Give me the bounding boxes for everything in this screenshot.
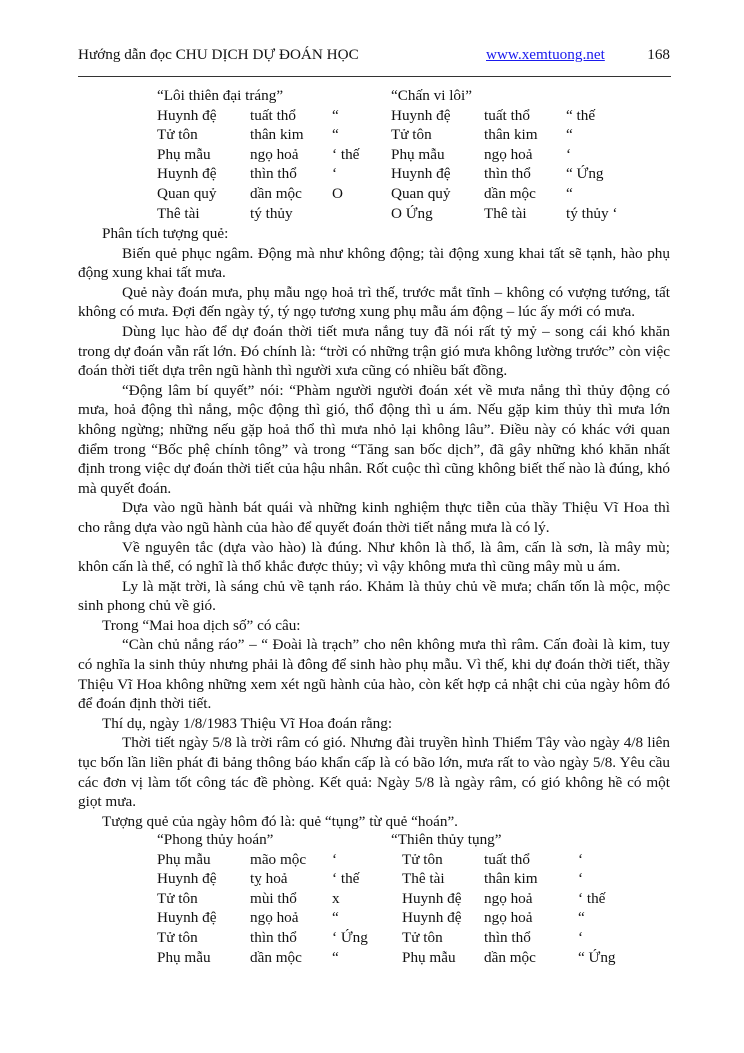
table-cell: ‘	[332, 165, 338, 183]
table-title-right: “Chấn vi lôi”	[391, 87, 472, 104]
table-cell: “ thế	[566, 106, 596, 124]
paragraph: “Càn chủ nắng ráo” – “ Đoài là trạch” cho nên không mưa thì râm. Cấn đoài là kim, tuy có nghĩa la sinh thủy nhưng phải là đông để sinh hào phụ mẫu. Vì thế, khi dự đoán thời tiết, thầy Thiệu Vĩ Hoa không những xem xét ngũ hành của hào, còn kết hợp cả nhật chi của ngày hôm đó để đoán định thời tiết.	[78, 636, 670, 713]
table-cell: ‘	[566, 145, 572, 163]
table-cell: tuất thổ	[250, 106, 296, 124]
paragraph: “Động lâm bí quyết” nói: “Phàm người người đoán xét về mưa nắng thì thủy động có mưa, hoả động thì nắng, mộc động thì gió, thổ động thì u ám. Nếu gặp kim thủy thì mưa lớn không ngừng; những nếu gặp hoả thổ thì mưa nhỏ lại không lâu”. Điều này có khác với quan điểm trong “Bốc phệ chính tông” và trong “Tăng san bốc dịch”, đã gây những khó khăn nhất định trong việc dự đoán thời tiết của hậu nhân. Rốt cuộc thì cũng không biết thế nào là đúng, khó mà quyết đoán.	[78, 381, 670, 497]
table-cell: O Ứng	[391, 204, 433, 222]
header-divider	[78, 76, 671, 77]
table-cell: Quan quỷ	[157, 185, 217, 202]
table-cell: thìn thổ	[250, 165, 297, 183]
paragraph: Về nguyên tắc (dựa vào hào) là đúng. Như khôn là thổ, là âm, cấn là sơn, là mây mù; khôn cấn là thể, có nghĩ là thổ khắc được thủy; vì vậy không mưa thì cũng mây mù u ám.	[78, 538, 670, 576]
table-cell: thìn thổ	[484, 165, 531, 183]
table-cell: tý thủy ‘	[566, 204, 618, 222]
table-cell: “	[566, 126, 573, 144]
table-cell: Quan quỷ	[391, 185, 451, 202]
table-cell: ‘ thế	[578, 889, 606, 907]
paragraph: Quẻ này đoán mưa, phụ mẫu ngọ hoả trì thế, trước mắt tĩnh – không có vượng tướng, tất không có mưa. Đợi đến ngày tý, tý ngọ tương xung phụ mẫu ám động – lúc ấy mới có mưa.	[78, 283, 670, 321]
table-cell: mùi thổ	[250, 889, 297, 907]
table-cell: Thê tài	[157, 204, 200, 222]
table-cell: dần mộc	[484, 185, 536, 202]
table-cell: thìn thổ	[250, 929, 297, 946]
table-cell: dần mộc	[250, 948, 302, 966]
table-cell: Phụ mẫu	[157, 145, 211, 163]
table-cell: “ Ứng	[566, 165, 604, 183]
table-cell: thân kim	[250, 126, 304, 144]
table-cell: Phụ mẫu	[157, 850, 211, 868]
table-cell: “	[566, 185, 573, 202]
table-cell: Huynh đệ	[402, 909, 462, 927]
table-cell: O	[332, 185, 343, 202]
table-cell: “	[332, 948, 339, 966]
table-cell: Huynh đệ	[157, 106, 217, 124]
paragraph: Dùng lục hào để dự đoán thời tiết mưa nắng tuy đã nói rất tỷ mỷ – song cái khó khăn trong dự đoán vẫn rất lớn. Đó chính là: “trời có những trận gió mưa không lường trước” còn việc đoán thời tiết dựa trên ngũ hành thì người xưa cũng có nhiều bất đồng.	[78, 322, 670, 380]
table-cell: thìn thổ	[484, 929, 531, 946]
paragraph: Thời tiết ngày 5/8 là trời râm có gió. Nhưng đài truyền hình Thiểm Tây vào ngày 4/8 liên tục bốn lần liền phát đi bảng thông báo khẩn cấp là có bão lớn, mưa rất to vào ngày 5/8. Yêu cầu các đơn vị làm tốt công tác đề phòng. Kết quả: Ngày 5/8 là ngày râm, có gió không hề có một giọt mưa.	[78, 734, 670, 811]
table-cell: tỵ hoả	[250, 870, 288, 888]
table-cell: tuất thổ	[484, 106, 530, 124]
table-cell: Phụ mẫu	[157, 948, 211, 966]
table-cell: ngọ hoả	[250, 909, 299, 927]
table-cell: Huynh đệ	[391, 106, 451, 124]
table-cell: Tử tôn	[391, 126, 432, 144]
table-cell: “	[578, 909, 585, 927]
table-cell: Huynh đệ	[391, 165, 451, 183]
table-cell: ngọ hoả	[484, 889, 533, 907]
table-title-left: “Phong thủy hoán”	[157, 831, 274, 848]
paragraph: Biến quẻ phục ngâm. Động mà như không động; tài động xung khai tất sẽ tạnh, hào phụ động xung khai tất mưa.	[78, 244, 670, 282]
paragraph: Trong “Mai hoa dịch số” có câu:	[102, 616, 301, 634]
table-cell: “	[332, 106, 339, 124]
table-cell: tý thủy	[250, 204, 293, 222]
table-cell: Thê tài	[402, 870, 445, 888]
table-cell: Tử tôn	[402, 850, 443, 868]
table-cell: thân kim	[484, 870, 538, 888]
table-cell: ‘ thế	[332, 145, 360, 163]
table-cell: ngọ hoả	[484, 145, 533, 163]
table-cell: Huynh đệ	[157, 909, 217, 927]
table-cell: ngọ hoả	[484, 909, 533, 927]
paragraph: Tượng quẻ của ngày hôm đó là: quẻ “tụng” từ quẻ “hoán”.	[102, 812, 458, 830]
table-cell: ngọ hoả	[250, 145, 299, 163]
table-cell: ‘	[332, 850, 338, 868]
table-cell: Huynh đệ	[157, 870, 217, 888]
table-cell: Tử tôn	[157, 889, 198, 907]
table-cell: ‘ thế	[332, 870, 360, 888]
table-cell: dần mộc	[250, 185, 302, 202]
paragraph: Dựa vào ngũ hành bát quái và những kinh nghiệm thực tiễn của thầy Thiệu Vĩ Hoa thì cho rằng dựa vào ngũ hành của hào để quyết đoán thời tiết nắng mưa là có lý.	[78, 499, 670, 536]
table-cell: Tử tôn	[402, 929, 443, 946]
page-header	[78, 46, 670, 68]
table-cell: tuất thổ	[484, 850, 530, 868]
page-number: 168	[647, 46, 670, 63]
body-text	[78, 224, 670, 831]
header-title: Hướng dẫn đọc CHU DỊCH DỰ ĐOÁN HỌC	[78, 46, 359, 63]
table-cell: Phụ mẫu	[391, 145, 445, 163]
paragraph: Ly là mặt trời, là sáng chủ về tạnh ráo. Khảm là thủy chủ về mưa; chấn tốn là mộc, mộc sinh phong chủ về gió.	[78, 577, 670, 615]
table-cell: Huynh đệ	[157, 165, 217, 183]
table-cell: Thê tài	[484, 204, 527, 222]
table-cell: Huynh đệ	[402, 889, 462, 907]
table-cell: x	[332, 889, 340, 907]
table-cell: dần mộc	[484, 948, 536, 966]
header-url-link[interactable]: www.xemtuong.net	[486, 46, 605, 63]
table-cell: Tử tôn	[157, 126, 198, 144]
table-cell: ‘	[578, 929, 584, 946]
table-cell: “	[332, 909, 339, 927]
table-cell: ‘	[578, 850, 584, 868]
table-cell: Tử tôn	[157, 929, 198, 946]
table-cell: ‘	[578, 870, 584, 888]
table-title-right: “Thiên thủy tụng”	[391, 831, 502, 848]
table-cell: “ Ứng	[578, 948, 616, 966]
table-cell: ‘ Ứng	[332, 929, 368, 946]
paragraph: Thí dụ, ngày 1/8/1983 Thiệu Vĩ Hoa đoán rằng:	[102, 714, 393, 732]
table-cell: “	[332, 126, 339, 144]
table-cell: Phụ mẫu	[402, 948, 456, 966]
table-title-left: “Lôi thiên đại tráng”	[157, 87, 284, 104]
table-cell: mão mộc	[250, 850, 307, 868]
table-cell: thân kim	[484, 126, 538, 144]
paragraph: Phân tích tượng quẻ:	[102, 225, 229, 242]
